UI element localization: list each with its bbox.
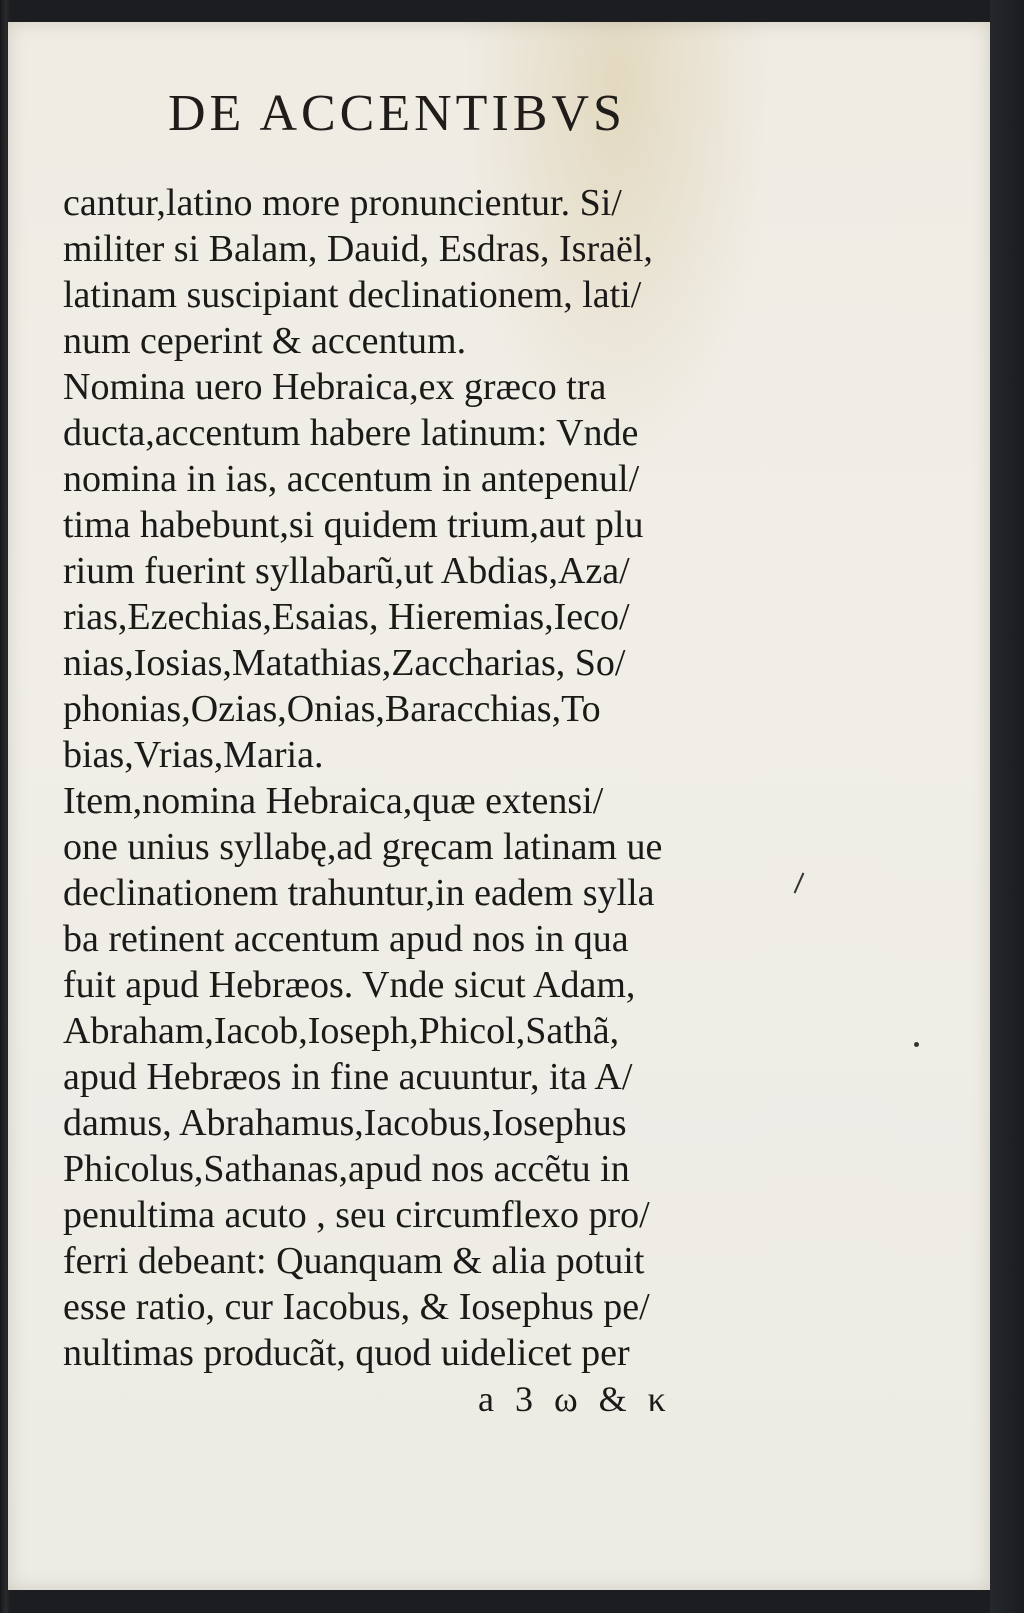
text-line: one unius syllabę,ad gręcam latinam ue [63, 826, 663, 868]
book-page [8, 22, 990, 1590]
text-line: Item,nomina Hebraica,quæ extensi/ [63, 780, 604, 822]
text-line: rium fuerint syllabarũ,ut Abdias,Aza/ [63, 550, 630, 592]
text-line: declinationem trahuntur,in eadem sylla [63, 872, 655, 914]
margin-mark [794, 873, 805, 894]
text-line: phonias,Ozias,Onias,Baracchias,To [63, 688, 601, 730]
text-line: tima habebunt,si quidem trium,aut plu [63, 504, 644, 546]
signature-mark: a 3 ω & κ [478, 1379, 672, 1419]
text-line: penultima acuto , seu circumflexo pro/ [63, 1194, 650, 1236]
body-text [63, 180, 763, 1376]
text-line: apud Hebræos in fine acuuntur, ita A/ [63, 1056, 633, 1098]
text-line: damus, Abrahamus,Iacobus,Iosephus [63, 1102, 627, 1144]
text-line: ducta,accentum habere latinum: Vnde [63, 412, 639, 454]
margin-dot [914, 1042, 919, 1047]
text-line: num ceperint & accentum. [63, 320, 467, 362]
text-line: ba retinent accentum apud nos in qua [63, 918, 629, 960]
text-line: latinam suscipiant declinationem, lati/ [63, 274, 642, 316]
text-line: nomina in ias, accentum in antepenul/ [63, 458, 640, 500]
text-line: Nomina uero Hebraica,ex græco tra [63, 366, 607, 408]
text-line: nultimas producãt, quod uidelicet per [63, 1332, 630, 1374]
text-line: fuit apud Hebræos. Vnde sicut Adam, [63, 964, 636, 1006]
text-line: cantur,latino more pronuncientur. Si/ [63, 182, 622, 224]
scan-edge [990, 0, 1024, 1613]
running-header: DE ACCENTIBVS [168, 85, 626, 142]
text-line: esse ratio, cur Iacobus, & Iosephus pe/ [63, 1286, 650, 1328]
text-line: Phicolus,Sathanas,apud nos accẽtu in [63, 1148, 630, 1190]
text-line: bias,Vrias,Maria. [63, 734, 324, 776]
text-line: militer si Balam, Dauid, Esdras, Israël, [63, 228, 653, 270]
text-line: Abraham,Iacob,Ioseph,Phicol,Sathã, [63, 1010, 620, 1052]
text-line: rias,Ezechias,Esaias, Hieremias,Ieco/ [63, 596, 630, 638]
text-line: ferri debeant: Quanquam & alia potuit [63, 1240, 645, 1282]
text-line: nias,Iosias,Matathias,Zaccharias, So/ [63, 642, 626, 684]
